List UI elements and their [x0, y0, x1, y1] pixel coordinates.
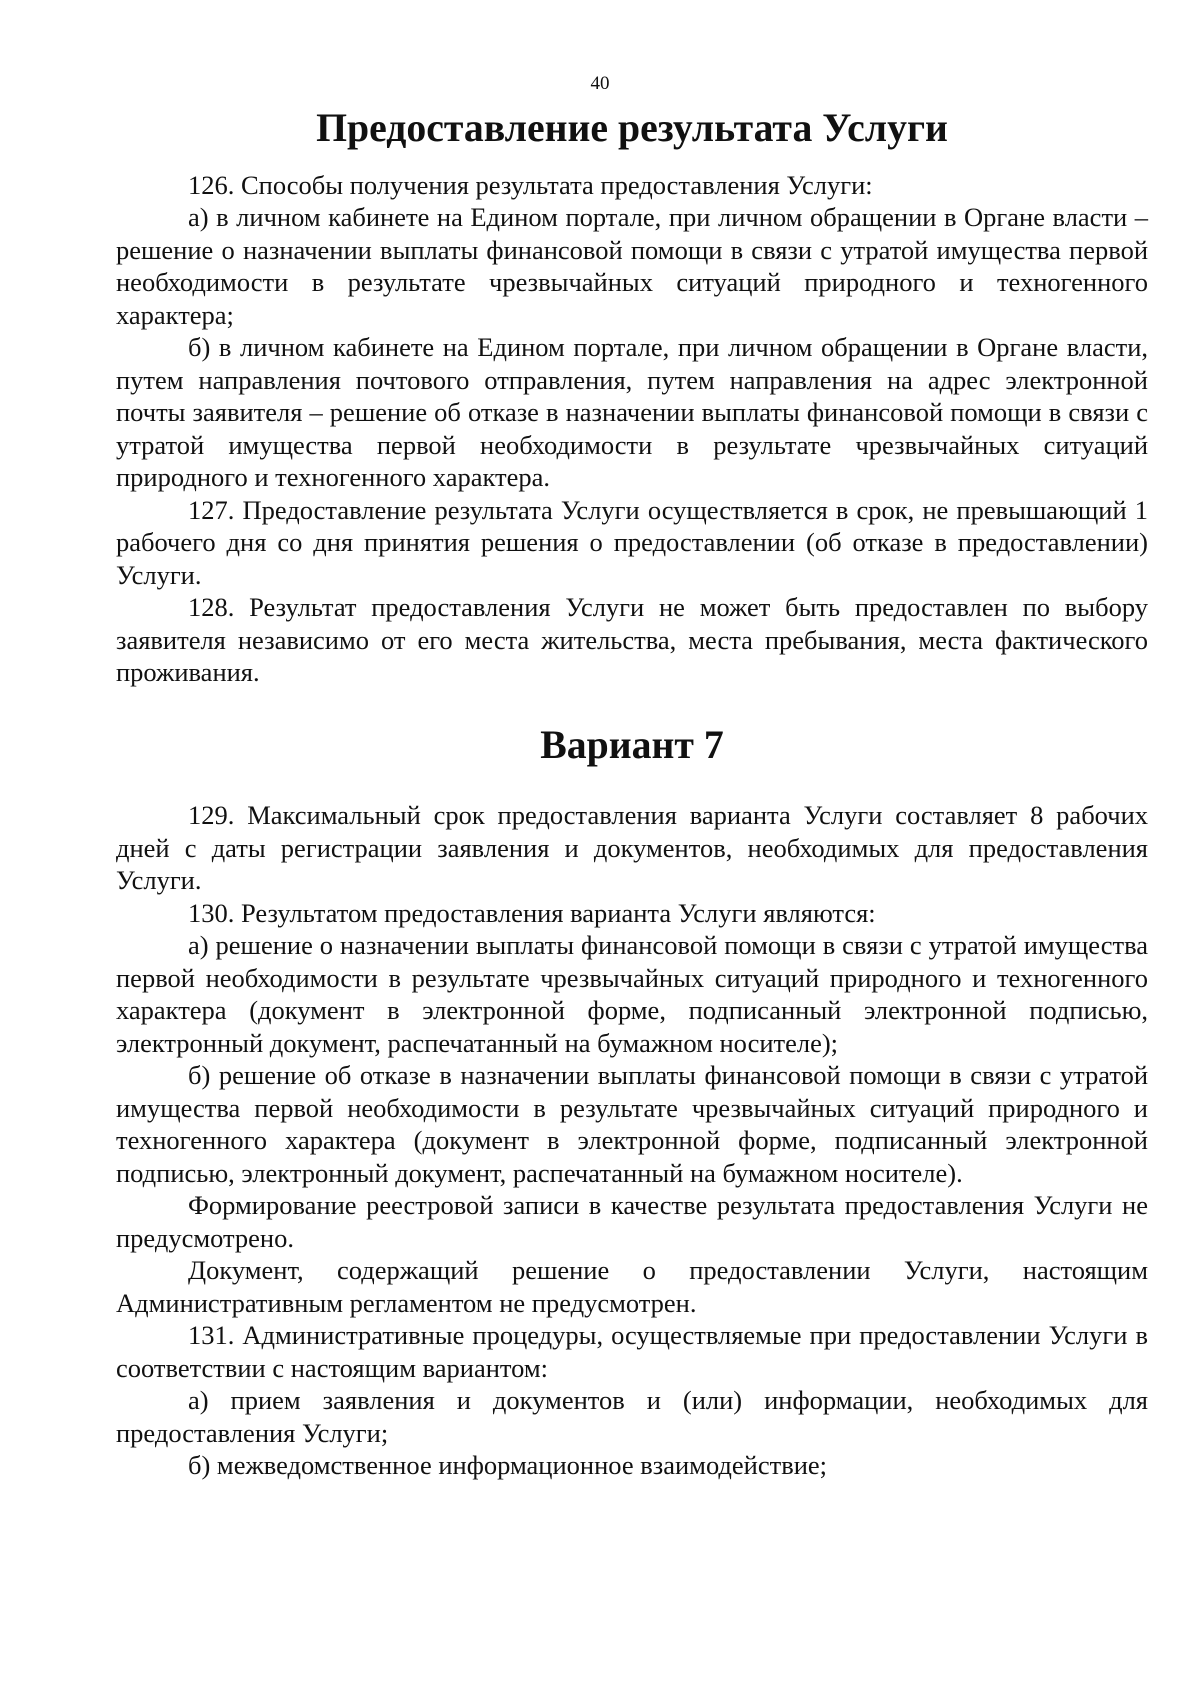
paragraph-126-b: б) в личном кабинете на Едином портале, при личном обращении в Органе власти, путем направления почтового отправления, путем направления на адрес электронной почты заявителя – решение об отказе в назначении выплаты финансовой помощи в связи с утратой имущества первой необходимости в результате чрезвычайных ситуаций природного и техногенного характера.: [116, 332, 1148, 492]
paragraph-130-a: а) решение о назначении выплаты финансовой помощи в связи с утратой имущества первой необходимости в результате чрезвычайных ситуаций природного и техногенного характера (документ в электронной форме, подписанный электронной подписью, электронный документ, распечатанный на бумажном носителе);: [116, 930, 1148, 1058]
paragraph-131: 131. Административные процедуры, осуществляемые при предоставлении Услуги в соответствии с настоящим вариантом:: [116, 1320, 1148, 1383]
paragraph-130-document: Документ, содержащий решение о предоставлении Услуги, настоящим Административным регламентом не предусмотрен.: [116, 1255, 1148, 1318]
paragraph-128: 128. Результат предоставления Услуги не может быть предоставлен по выбору заявителя независимо от его места жительства, места пребывания, места фактического проживания.: [116, 592, 1148, 687]
paragraph-130: 130. Результатом предоставления варианта Услуги являются:: [188, 897, 876, 928]
paragraph-127: 127. Предоставление результата Услуги осуществляется в срок, не превышающий 1 рабочего дня со дня принятия решения о предоставлении (об отказе в предоставлении) Услуги.: [116, 494, 1148, 590]
section-heading-result: Предоставление результата Услуги: [316, 106, 948, 150]
section-heading-variant-7: Вариант 7: [540, 722, 724, 767]
page-number: 40: [590, 73, 610, 94]
paragraph-129: 129. Максимальный срок предоставления варианта Услуги составляет 8 рабочих дней с даты регистрации заявления и документов, необходимых для предоставления Услуги.: [116, 800, 1148, 895]
paragraph-131-a: а) прием заявления и документов и (или) информации, необходимых для предоставления Услуги;: [116, 1385, 1148, 1448]
paragraph-130-registry: Формирование реестровой записи в качестве результата предоставления Услуги не предусмотрено.: [116, 1190, 1148, 1253]
paragraph-131-b: б) межведомственное информационное взаимодействие;: [188, 1450, 828, 1480]
paragraph-126: 126. Способы получения результата предоставления Услуги:: [188, 169, 873, 200]
document-body: [116, 106, 1148, 1482]
paragraph-130-b: б) решение об отказе в назначении выплаты финансовой помощи в связи с утратой имущества первой необходимости в результате чрезвычайных ситуаций природного и техногенного характера (документ в электронной форме, подписанный электронной подписью, электронный документ, распечатанный на бумажном носителе).: [116, 1060, 1148, 1188]
paragraph-126-a: а) в личном кабинете на Едином портале, при личном обращении в Органе власти – решение о назначении выплаты финансовой помощи в связи с утратой имущества первой необходимости в результате чрезвычайных ситуаций природного и техногенного характера;: [116, 202, 1148, 330]
